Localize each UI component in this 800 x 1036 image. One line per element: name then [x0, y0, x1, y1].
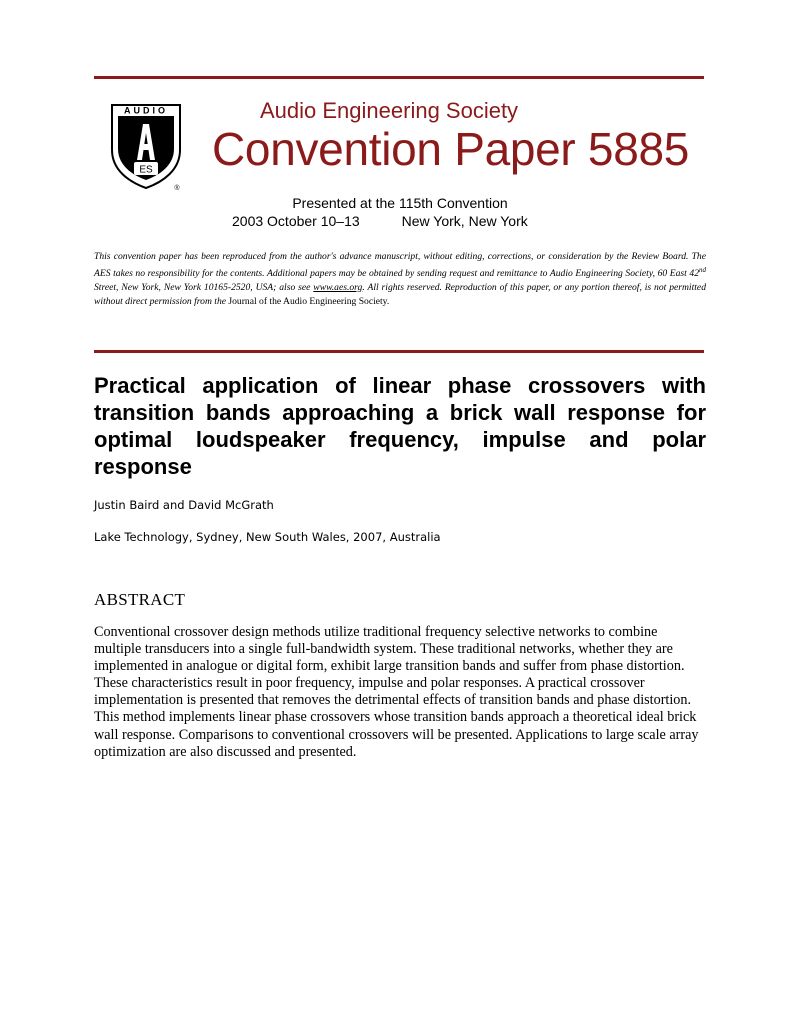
abstract-body: Conventional crossover design methods utilize traditional frequency selective networks to combine multiple transducers into a single full-bandwidth system. These traditional networks, whether they are implemented in analogue or digital form, exhibit large transition bands and suffer from phase distortion. These characteristics result in poor frequency, impulse and polar responses. A practical crossover implementation is presented that removes the detrimental effects of transition bands and phase distortion. This method implements linear phase crossovers whose transition bands approach a theoretical ideal brick wall response. Comparisons to conventional crossovers will be presented. Applications to large scale array optimization are also discussed and presented. — [94, 624, 699, 760]
aes-website-link[interactable]: www.aes.org — [313, 281, 363, 293]
top-rule — [94, 76, 704, 79]
convention-dates: 2003 October 10–13 — [232, 213, 360, 229]
convention-dateline — [232, 213, 528, 229]
presented-line: Presented at the 115th Convention — [292, 195, 508, 211]
convention-location: New York, New York — [401, 213, 528, 229]
notice-text-1: This convention paper has been reproduced from the author's advance manuscript, without editing, corrections, or consideration by the Review Board. The AES takes no responsibility for the contents. Additional papers may be obtained by sending request and remittance to Audio Engineering Society, 60 East 42 — [94, 251, 706, 279]
abstract-heading: ABSTRACT — [94, 590, 186, 609]
notice-journal: Journal of the Audio Engineering Society. — [228, 295, 390, 307]
logo-top-text: AUDIO — [124, 105, 168, 116]
logo-registered-mark: ® — [174, 185, 180, 192]
notice-text-3: . All rights reserved. Reproduction of this paper, or any portion thereof, is not permitted without direct permission from the — [94, 281, 706, 307]
paper-title: Practical application of linear phase crossovers with transition bands approaching a brick wall response for optimal loudspeaker frequency, impulse and polar response — [94, 373, 706, 479]
society-name: Audio Engineering Society — [260, 98, 519, 123]
copyright-notice — [94, 250, 706, 308]
section-rule — [94, 350, 704, 353]
notice-text-2: Street, New York, New York 10165-2520, USA; also see — [94, 281, 314, 293]
aes-logo — [108, 100, 184, 192]
author-list: Justin Baird and David McGrath — [94, 498, 274, 512]
logo-bottom-text: ES — [139, 164, 153, 176]
author-affiliation: Lake Technology, Sydney, New South Wales, 2007, Australia — [94, 530, 441, 544]
notice-superscript: nd — [699, 265, 706, 274]
paper-number-title: Convention Paper 5885 — [212, 123, 690, 175]
